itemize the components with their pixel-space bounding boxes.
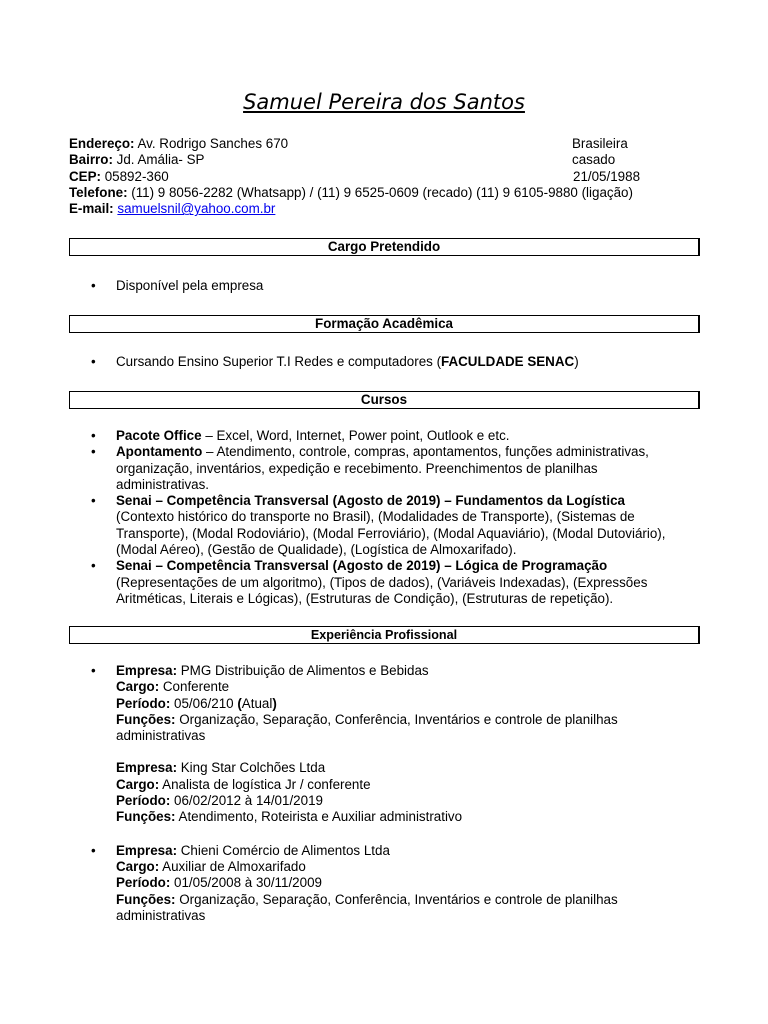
email-label: E-mail: xyxy=(69,201,114,217)
company-label: Empresa: xyxy=(116,663,178,678)
company-label: Empresa: xyxy=(116,842,178,858)
period-value: 01/05/2008 à 30/11/2009 xyxy=(170,875,322,891)
company-line xyxy=(116,760,686,776)
duties-label: Funções: xyxy=(116,809,176,825)
formacao-item-institution: FACULDADE SENAC xyxy=(441,354,575,369)
company-value: Chieni Comércio de Alimentos Ltda xyxy=(177,842,390,858)
period-paren-close: ) xyxy=(272,695,277,711)
period-line xyxy=(116,696,686,712)
neighborhood-label: Bairro: xyxy=(69,152,113,168)
list-item xyxy=(0,428,768,444)
page-title: Samuel Pereira dos Santos xyxy=(243,90,525,114)
formacao-item-text: Cursando Ensino Superior T.I Redes e computadores ( xyxy=(116,354,442,369)
duties-value: Atendimento, Roteirista e Auxiliar administrativo xyxy=(175,809,463,825)
experience-entry xyxy=(0,760,768,825)
phone-row xyxy=(69,185,709,201)
marital-status: casado xyxy=(572,152,616,168)
list-item xyxy=(0,354,768,370)
section-experiencia-heading: Experiência Profissional xyxy=(69,626,700,644)
contact-block xyxy=(69,136,709,217)
role-line xyxy=(116,679,686,695)
role-label: Cargo: xyxy=(116,679,160,695)
duties-label: Funções: xyxy=(116,711,176,727)
company-value: King Star Colchões Ltda xyxy=(177,760,326,776)
curso-description: (Contexto histórico do transporte no Brasil), (Modalidades de Transporte), (Sistemas de Transporte), (Modal Rodoviário), (Modal Ferroviário), (Modal Aquaviário), (Modal Dutoviário), (Modal Aéreo), (Gestão de Qualidade), (Logística de Almoxarifado). xyxy=(116,509,666,558)
period-line xyxy=(116,875,686,891)
email-row xyxy=(69,201,709,217)
phone-value: (11) 9 8056-2282 (Whatsapp) / (11) 9 6525-0609 (recado) (11) 9 6105-9880 (ligação) xyxy=(127,184,633,200)
curso-title: Apontamento xyxy=(116,444,203,460)
role-line xyxy=(116,859,686,875)
duties-line xyxy=(116,892,686,925)
birth-date: 21/05/1988 xyxy=(573,168,641,184)
company-label: Empresa: xyxy=(116,760,178,776)
curso-description: – Excel, Word, Internet, Power point, Outlook e etc. xyxy=(201,428,510,443)
section-cursos-heading: Cursos xyxy=(69,391,700,409)
bullet-icon: • xyxy=(91,444,96,460)
bullet-icon: • xyxy=(91,493,96,509)
postal-code-value: 05892-360 xyxy=(101,168,169,184)
experience-list xyxy=(0,663,768,924)
section-formacao-heading: Formação Acadêmica xyxy=(69,315,700,333)
list-item xyxy=(0,444,768,493)
curso-title: Pacote Office xyxy=(116,428,202,443)
address-row xyxy=(69,136,709,152)
duties-value: Organização, Separação, Conferência, Inventários e controle de planilhas administrativas xyxy=(116,711,618,744)
period-line xyxy=(116,793,686,809)
bullet-icon: • xyxy=(91,663,96,678)
list-item xyxy=(0,278,768,294)
experience-entry xyxy=(0,843,768,924)
role-line xyxy=(116,777,686,793)
bullet-icon: • xyxy=(91,558,96,574)
duties-label: Funções: xyxy=(116,891,176,907)
neighborhood-value: Jd. Amália- SP xyxy=(112,152,205,168)
nationality: Brasileira xyxy=(572,136,628,151)
postal-code-row xyxy=(69,169,709,185)
bullet-icon: • xyxy=(91,354,96,369)
postal-code-label: CEP: xyxy=(69,168,101,184)
duties-line xyxy=(116,809,686,825)
period-current: Atual xyxy=(241,695,273,711)
bullet-icon: • xyxy=(91,278,96,293)
company-value: PMG Distribuição de Alimentos e Bebidas xyxy=(177,663,429,678)
role-label: Cargo: xyxy=(116,858,160,874)
role-value: Conferente xyxy=(159,679,230,695)
role-value: Analista de logística Jr / conferente xyxy=(159,776,371,792)
phone-label: Telefone: xyxy=(69,184,128,200)
cursos-list xyxy=(0,428,768,607)
address-value: Av. Rodrigo Sanches 670 xyxy=(134,136,289,151)
curso-description: (Representações de um algoritmo), (Tipos de dados), (Variáveis Indexadas), (Expressões Aritméticas, Literais e Lógicas), (Estruturas de Condição), (Estruturas de repetição). xyxy=(116,574,648,606)
formacao-list xyxy=(0,354,768,370)
bullet-icon: • xyxy=(91,428,96,443)
role-value: Auxiliar de Almoxarifado xyxy=(159,858,306,874)
period-value: 06/02/2012 à 14/01/2019 xyxy=(170,793,323,809)
formacao-item-end: ) xyxy=(574,354,579,369)
period-label: Período: xyxy=(116,875,171,891)
period-label: Período: xyxy=(116,695,171,711)
duties-value: Organização, Separação, Conferência, Inventários e controle de planilhas administrativas xyxy=(116,891,618,923)
experience-entry xyxy=(0,663,768,744)
email-link[interactable]: samuelsnil@yahoo.com.br xyxy=(117,201,276,217)
curso-title: Senai – Competência Transversal (Agosto de 2019) – Fundamentos da Logística xyxy=(116,493,625,509)
company-line xyxy=(116,663,686,679)
address-label: Endereço: xyxy=(69,136,135,151)
curso-description: – Atendimento, controle, compras, apontamentos, funções administrativas, organização, inventários, expedição e recebimento. Preenchimentos de planilhas administrativas. xyxy=(116,444,649,492)
company-line xyxy=(116,843,686,859)
cargo-item-text: Disponível pela empresa xyxy=(116,278,264,293)
curso-title: Senai – Competência Transversal (Agosto de 2019) – Lógica de Programação xyxy=(116,558,608,574)
period-label: Período: xyxy=(116,793,171,809)
list-item xyxy=(0,558,768,607)
period-value: 05/06/210 xyxy=(170,695,238,711)
bullet-icon: • xyxy=(91,842,96,858)
section-cargo-heading: Cargo Pretendido xyxy=(69,238,700,256)
neighborhood-row xyxy=(69,152,709,168)
list-item xyxy=(0,493,768,558)
duties-line xyxy=(116,712,686,745)
cargo-list xyxy=(0,278,768,294)
role-label: Cargo: xyxy=(116,776,160,792)
period-paren-open: ( xyxy=(237,695,242,711)
